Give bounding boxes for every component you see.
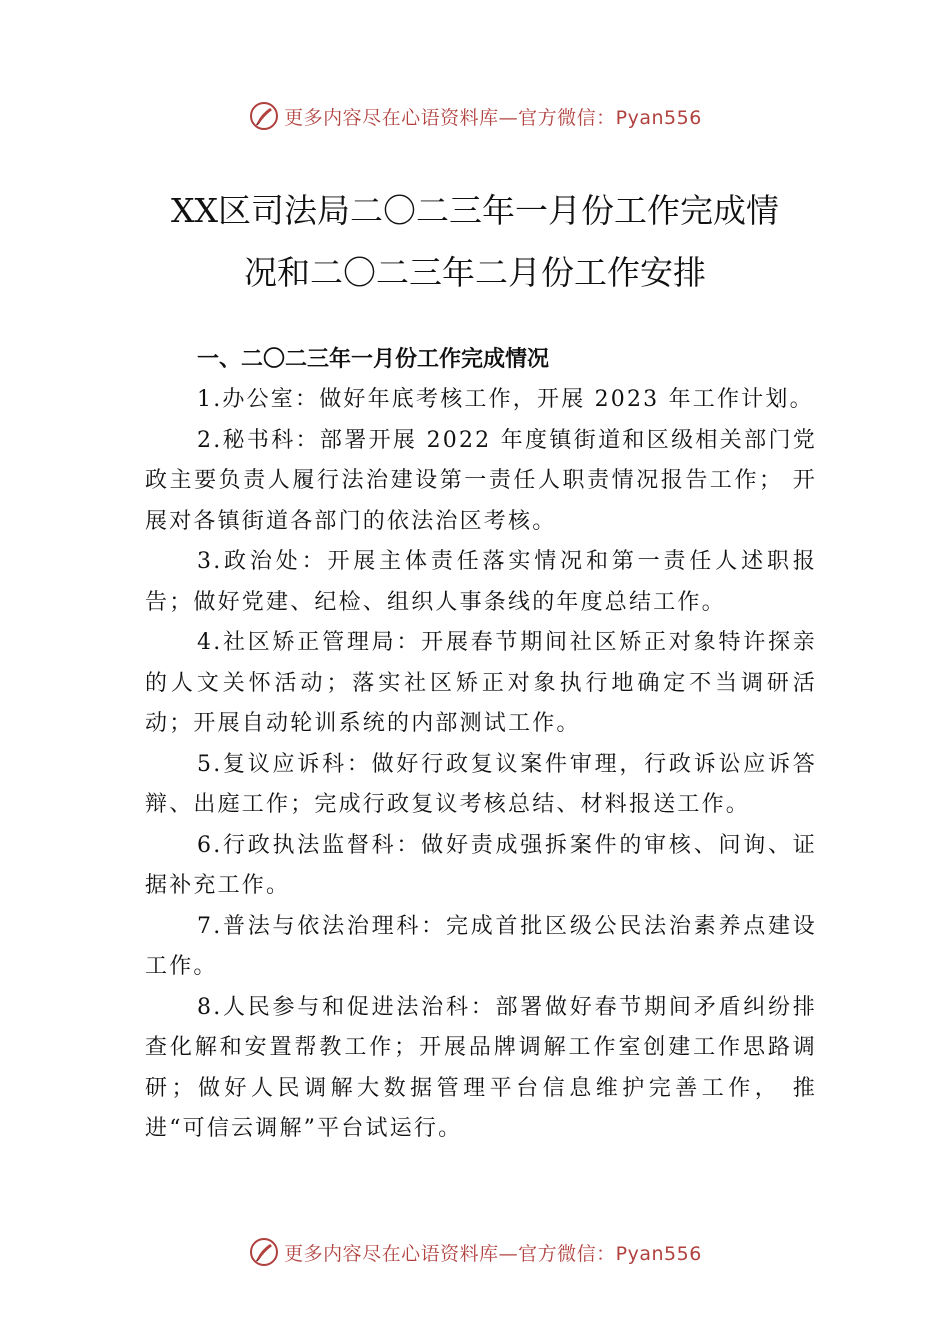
document-body [145, 340, 817, 1150]
document-title [140, 180, 810, 304]
list-item: 3.政治处：开展主体责任落实情况和第一责任人述职报告；做好党建、纪检、组织人事条线的年度总结工作。 [145, 549, 817, 615]
title-line-2: 况和二〇二三年二月份工作安排 [244, 253, 706, 292]
list-item: 6.行政执法监督科：做好责成强拆案件的审核、问询、证据补充工作。 [145, 832, 817, 898]
list-item: 2.秘书科：部署开展 2022 年度镇街道和区级相关部门党政主要负责人履行法治建设第一责任人职责情况报告工作； 开展对各镇街道各部门的依法治区考核。 [145, 427, 817, 534]
watermark-text: 更多内容尽在心语资料库—官方微信：Pyan556 [284, 1242, 702, 1265]
header-watermark [0, 96, 950, 136]
list-item: 1.办公室：做好年底考核工作，开展 2023 年工作计划。 [197, 387, 814, 412]
list-item: 5.复议应诉科：做好行政复议案件审理，行政诉讼应诉答辩、出庭工作；完成行政复议考核总结、材料报送工作。 [145, 751, 817, 817]
watermark-text: 更多内容尽在心语资料库—官方微信：Pyan556 [284, 106, 702, 129]
brush-logo-icon [248, 1236, 280, 1268]
list-item: 4.社区矫正管理局：开展春节期间社区矫正对象特许探亲的人文关怀活动；落实社区矫正对象执行地确定不当调研活动；开展自动轮训系统的内部测试工作。 [145, 630, 817, 736]
title-line-1: XX区司法局二〇二三年一月份工作完成情 [171, 191, 779, 230]
footer-watermark [0, 1232, 950, 1272]
section-heading: 一、二〇二三年一月份工作完成情况 [197, 347, 550, 372]
brush-logo-icon [248, 100, 280, 132]
list-item: 8.人民参与和促进法治科：部署做好春节期间矛盾纠纷排查化解和安置帮教工作；开展品牌调解工作室创建工作思路调研；做好人民调解大数据管理平台信息维护完善工作， 推进“可信云调解”平台试运行。 [145, 994, 817, 1141]
list-item: 7.普法与依法治理科：完成首批区级公民法治素养点建设工作。 [145, 913, 817, 979]
